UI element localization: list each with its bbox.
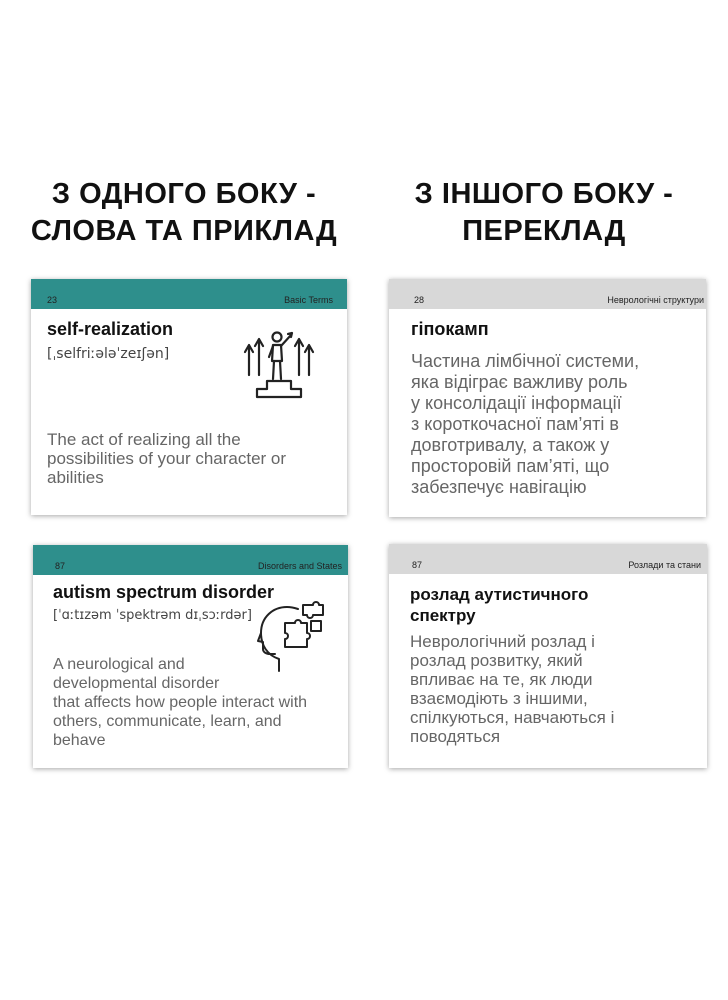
heading-line: СЛОВА ТА ПРИКЛАД [30,215,338,247]
card-definition [53,655,307,750]
flashcard-hippocampus-translation [389,279,706,517]
definition-line: розлад розвитку, який [410,651,583,670]
definition-line: забезпечує навігацію [411,477,587,497]
definition-line: A neurological and [53,656,185,673]
card-number: 23 [47,295,58,305]
heading-back-side [374,176,714,250]
card-transcription: [ˌselfriːələˈzeɪʃən] [47,346,170,362]
definition-line: взаємодіють з іншими, [410,689,588,708]
card-number: 87 [55,561,66,571]
self-realization-icon [241,327,317,403]
card-header-band [389,544,707,574]
definition-line: впливає на те, як люди [410,670,593,689]
heading-front-side [14,176,354,250]
card-term [410,584,588,626]
card-definition [411,351,639,498]
card-transcription: [ˈɑːtɪzəm ˈspektrəm dɪˌsɔːrdər] [53,608,252,623]
card-term: autism spectrum disorder [53,582,275,602]
heading-line: ПЕРЕКЛАД [462,215,626,247]
card-number: 87 [412,560,423,570]
definition-line: developmental disorder [53,675,220,692]
flashcard-self-realization [31,279,347,515]
definition-line: Частина лімбічної системи, [411,351,640,371]
heading-line: З ІНШОГО БОКУ - [414,178,674,210]
card-category: Basic Terms [284,295,333,305]
definition-line: яка відіграє важливу роль [411,372,628,392]
term-line: розлад аутистичного [410,585,589,604]
flashcard-autism-translation [389,544,707,768]
card-category: Disorders and States [257,561,342,571]
definition-line: abilities [47,468,104,487]
card-header-band [31,279,347,309]
card-number: 28 [414,295,425,305]
card-header-band [33,545,348,575]
definition-line: з короткочасної пам’яті в [411,414,619,434]
definition-line: Неврологічний розлад і [410,632,595,651]
definition-line: довготривалу, а також у [411,435,610,455]
heading-line: З ОДНОГО БОКУ - [51,178,317,210]
definition-line: поводяться [410,727,501,746]
definition-line: у консолідації інформації [411,393,622,413]
card-definition [47,430,286,487]
flashcard-autism-spectrum-disorder [33,545,348,768]
definition-line: просторовій пам’яті, що [411,456,610,476]
definition-line: that affects how people interact with [53,694,308,711]
term-line: спектру [410,606,476,625]
card-category: Неврологічні структури [607,295,704,305]
card-term: self-realization [47,319,174,339]
definition-line: The act of realizing all the [47,430,241,449]
definition-line: possibilities of your character or [47,449,287,468]
card-definition [410,632,614,746]
card-header-band [389,279,706,309]
definition-line: others, communicate, learn, and [53,713,282,730]
card-term: гіпокамп [411,319,489,339]
definition-line: behave [53,732,106,749]
definition-line: спілкуються, навчаються і [410,708,615,727]
card-category: Розлади та стани [628,560,701,570]
